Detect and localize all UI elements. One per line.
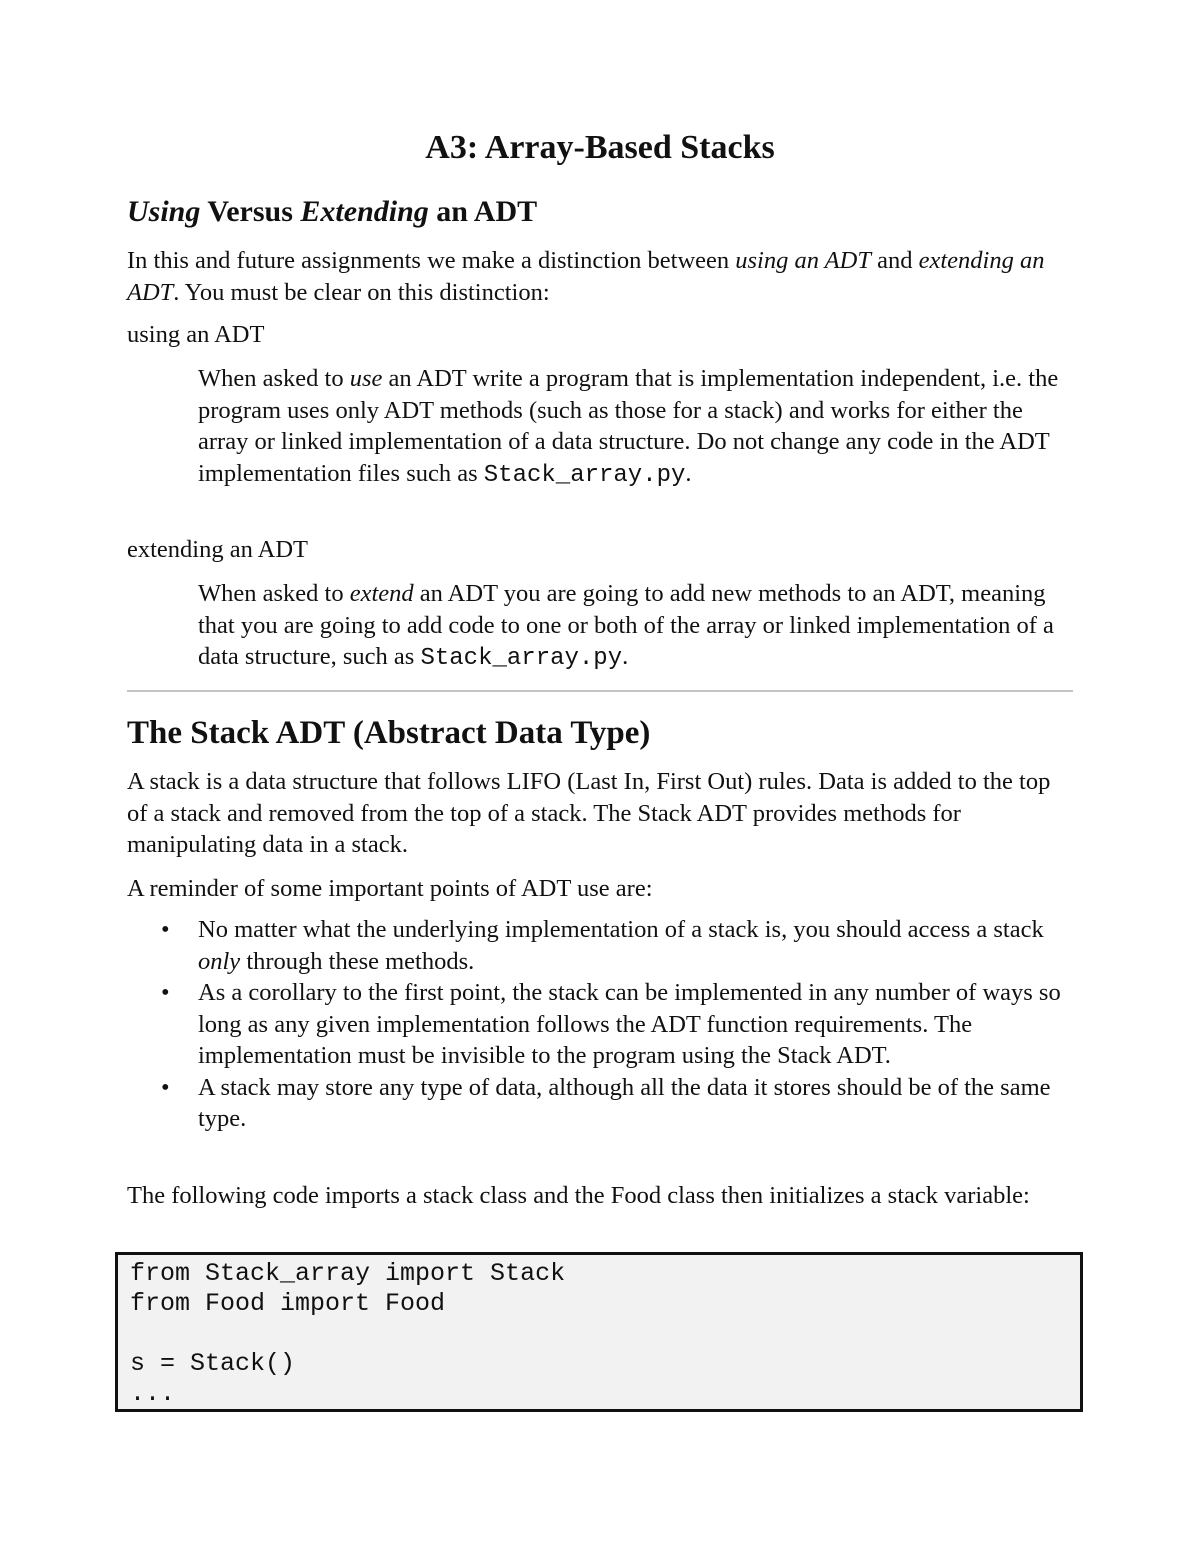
def-extending-text-1: When asked to xyxy=(198,580,350,607)
def-extending-code-filename: Stack_array.py xyxy=(420,645,623,672)
term-using-an-adt: using an ADT xyxy=(127,321,265,348)
heading-versus: Versus xyxy=(200,195,301,228)
code-line: ... xyxy=(130,1379,176,1408)
heading-an-adt: an ADT xyxy=(428,195,538,228)
reminder-paragraph: A reminder of some important points of ADT use are: xyxy=(127,875,653,902)
heading-extending: Extending xyxy=(300,195,429,228)
term-extending-an-adt: extending an ADT xyxy=(127,536,308,563)
code-line: from Food import Food xyxy=(130,1289,446,1318)
intro-using-an-adt: using an ADT xyxy=(735,247,871,274)
def-extending-extend: extend xyxy=(349,580,414,607)
stack-description-paragraph: A stack is a data structure that follows LIFO (Last In, First Out) rules. Data is added to the top of a stack and removed from the top of a stack. The Stack ADT provides methods for manipulating data in a stack. xyxy=(127,768,1051,858)
def-extending-text-2: an ADT you are going to add new methods to an ADT, meaning that you are going to add code to one or both of the array or linked implementation of a data structure, such as xyxy=(198,580,1054,670)
bullet-icon: • xyxy=(161,979,170,1006)
intro-paragraph xyxy=(127,245,1073,308)
def-using-text-1: When asked to xyxy=(198,365,350,392)
intro-text-2: and xyxy=(870,247,919,274)
bullet-1-text-1: No matter what the underlying implementation of a stack is, you should access a stack xyxy=(198,916,1044,943)
def-extending-text-3: . xyxy=(622,643,629,670)
code-line: from Stack_array import Stack xyxy=(130,1259,566,1288)
def-using-text-2: an ADT write a program that is implementation independent, i.e. the program uses only ADT methods (such as those for a stack) and works for either the array or linked implementation of a data structure. Do not change any code in the ADT implementation files such as xyxy=(198,365,1059,487)
code-intro-paragraph: The following code imports a stack class and the Food class then initializes a stack variable: xyxy=(127,1182,1030,1209)
list-item xyxy=(127,977,1073,1072)
section-heading-using-vs-extending xyxy=(127,194,537,230)
bullet-icon: • xyxy=(161,916,170,943)
definition-extending-an-adt xyxy=(198,578,1078,675)
def-using-text-3: . xyxy=(685,459,692,487)
section-heading-stack-adt: The Stack ADT (Abstract Data Type) xyxy=(127,715,651,751)
code-line: s = Stack() xyxy=(130,1349,296,1378)
code-line xyxy=(118,1319,1080,1349)
code-block xyxy=(115,1252,1083,1412)
adt-points-list xyxy=(127,914,1073,1135)
intro-text-1: In this and future assignments we make a distinction between xyxy=(127,247,736,274)
bullet-3-text: A stack may store any type of data, although all the data it stores should be of the same type. xyxy=(198,1073,1051,1132)
horizontal-rule xyxy=(127,690,1073,692)
bullet-1-text-2: through these methods. xyxy=(240,947,475,975)
page-title: A3: Array-Based Stacks xyxy=(425,129,775,166)
bullet-icon: • xyxy=(161,1073,170,1101)
intro-text-3: . You must be clear on this distinction: xyxy=(173,278,550,306)
def-using-use: use xyxy=(349,365,383,392)
def-using-code-filename: Stack_array.py xyxy=(483,461,686,489)
list-item xyxy=(127,1072,1073,1135)
definition-using-an-adt xyxy=(198,363,1078,491)
intro-extending-an-adt: extending an ADT xyxy=(127,247,1045,306)
bullet-2-text: As a corollary to the first point, the stack can be implemented in any number of ways so long as any given implementation follows the ADT function requirements. The implementation must be invisible to the program using the Stack ADT. xyxy=(198,979,1061,1069)
list-item xyxy=(127,914,1073,977)
heading-using: Using xyxy=(127,195,201,228)
bullet-1-only: only xyxy=(198,947,241,975)
